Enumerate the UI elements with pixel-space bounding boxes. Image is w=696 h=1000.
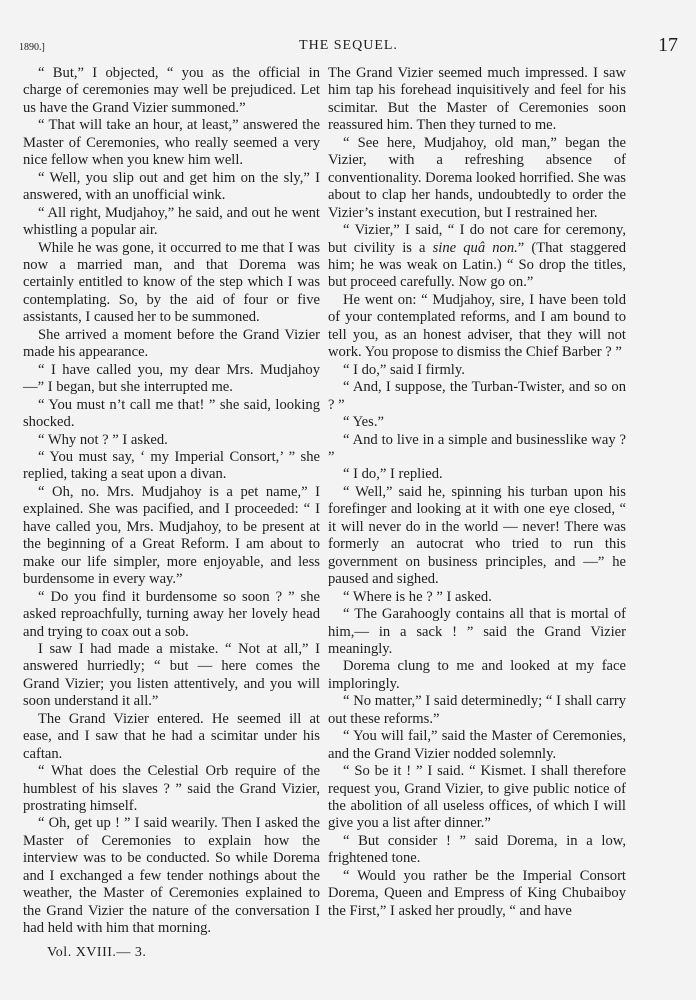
- right-column: [328, 65, 626, 920]
- paragraph: “ That will take an hour, at least,” answered the Master of Ceremonies, who really seemed a very nice fellow when you knew him well.: [23, 117, 320, 169]
- paragraph: “ You must say, ‘ my Imperial Consort,’ ” she replied, taking a seat upon a divan.: [23, 448, 320, 483]
- paragraph: Dorema clung to me and looked at my face imploringly.: [328, 658, 626, 692]
- paragraph: While he was gone, it occurred to me that I was now a married man, and that Dorema was certainly entitled to know of the step which I was contemplating. So, by the aid of four or five assistants, I caused her to be summoned.: [23, 239, 320, 326]
- paragraph: “ Do you find it burdensome so soon ? ” she asked reproachfully, turning away her lovely head and trying to coax out a sob.: [23, 588, 320, 640]
- page-number: 17: [658, 34, 678, 56]
- paragraph: “ No matter,” I said determinedly; “ I shall carry out these reforms.”: [328, 693, 626, 727]
- paragraph: “ You will fail,” said the Master of Ceremonies, and the Grand Vizier nodded solemnly.: [328, 728, 626, 762]
- text: ” (That staggered him; he was weak on Latin.) “ So drop the titles, but proceed carefully. Now go on.”: [328, 239, 626, 291]
- paragraph: “ I have called you, my dear Mrs. Mudjahoy —” I began, but she interrupted me.: [23, 361, 320, 396]
- paragraph: “ I do,” I replied.: [343, 466, 443, 483]
- text: “ Vizier,” I said, “ I do not care for ceremony, but civility is a: [328, 222, 626, 256]
- paragraph: “ Where is he ? ” I asked.: [343, 588, 492, 605]
- paragraph: “ Well,” said he, spinning his turban upon his forefinger and looking at it with one eye closed, “ it will never do in the world — never! There was formerly an autocrat who tried to run this government on business principles, and —” he paused and sighed.: [328, 483, 626, 588]
- paragraph: “ Well, you slip out and get him on the sly,” I answered, with an unofficial wink.: [23, 169, 320, 204]
- header-year: 1890.]: [19, 42, 45, 53]
- paragraph: “ Oh, get up ! ” I said wearily. Then I asked the Master of Ceremonies to explain how the interview was to be conducted. So while Dorema and I exchanged a few tender nothings about the weather, the Master of Ceremonies explained to the Grand Vizier the nature of the conversation I had held with him that morning.: [23, 815, 320, 937]
- paragraph: “ I do,” said I firmly.: [343, 361, 465, 378]
- running-header: [19, 34, 678, 58]
- paragraph: I saw I had made a mistake. “ Not at all,” I answered hurriedly; “ but — here comes the Grand Vizier; you listen attentively, and you will soon understand it all.”: [23, 640, 320, 710]
- paragraph: “ And, I suppose, the Turban-Twister, and so on ? ”: [328, 379, 626, 413]
- paragraph: “ All right, Mudjahoy,” he said, and out he went whistling a popular air.: [23, 204, 320, 239]
- paragraph: “ Why not ? ” I asked.: [38, 431, 168, 448]
- paragraph: “ Yes.”: [343, 414, 384, 431]
- paragraph: “ Oh, no. Mrs. Mudjahoy is a pet name,” I explained. She was pacified, and I proceeded: “ I have called you, Mrs. Mudjahoy, to be present at the beginning of a Great Reform. I am about to make our life simpler, more enjoyable, and less burdensome in every way.”: [23, 483, 320, 588]
- paragraph: The Grand Vizier entered. He seemed ill at ease, and I saw that he had a scimitar under his caftan.: [23, 710, 320, 762]
- left-column: [23, 65, 320, 938]
- paragraph: “ But,” I objected, “ you as the official in charge of ceremonies may well be prejudiced. Let us have the Grand Vizier summoned.”: [23, 65, 320, 116]
- paragraph: “ Would you rather be the Imperial Consort Dorema, Queen and Empress of King Chubaiboy the First,” I asked her proudly, “ and have: [328, 867, 626, 919]
- paragraph: “ So be it ! ” I said. “ Kismet. I shall therefore request you, Grand Vizier, to give public notice of the abolition of all useless offices, of which I will give you a list after dinner.”: [328, 763, 626, 832]
- paragraph: “ You must n’t call me that! ” she said, looking shocked.: [23, 396, 320, 431]
- header-title: THE SEQUEL.: [299, 38, 398, 53]
- paragraph: “ The Garahoogly contains all that is mortal of him,— in a sack ! ” said the Grand Vizier meaningly.: [328, 606, 626, 657]
- paragraph: “ But consider ! ” said Dorema, in a low, frightened tone.: [328, 832, 626, 867]
- paragraph: She arrived a moment before the Grand Vizier made his appearance.: [23, 326, 320, 361]
- latin-phrase: sine quâ non.: [432, 239, 518, 256]
- paragraph: “ And to live in a simple and businesslike way ? ”: [328, 431, 626, 465]
- paragraph: He went on: “ Mudjahoy, sire, I have been told of your contemplated reforms, and I am bound to tell you, as an honest adviser, that they will not work. You propose to dismiss the Chief Barber ? ”: [328, 291, 626, 361]
- volume-signature: Vol. XVIII.— 3.: [47, 945, 147, 960]
- paragraph: The Grand Vizier seemed much impressed. I saw him tap his forehead inquisitively and feel for his scimitar. But the Master of Ceremonies soon reassured him. Then they turned to me.: [328, 65, 626, 134]
- paragraph: “ See here, Mudjahoy, old man,” began the Vizier, with a refreshing absence of conventionality. Dorema looked horrified. She was about to clap her hands, undoubtedly to order the Vizier’s instant execution, but I restrained her.: [328, 134, 626, 221]
- paragraph: “ What does the Celestial Orb require of the humblest of his slaves ? ” said the Grand Vizier, prostrating himself.: [23, 763, 320, 815]
- paragraph-latin: [328, 222, 626, 292]
